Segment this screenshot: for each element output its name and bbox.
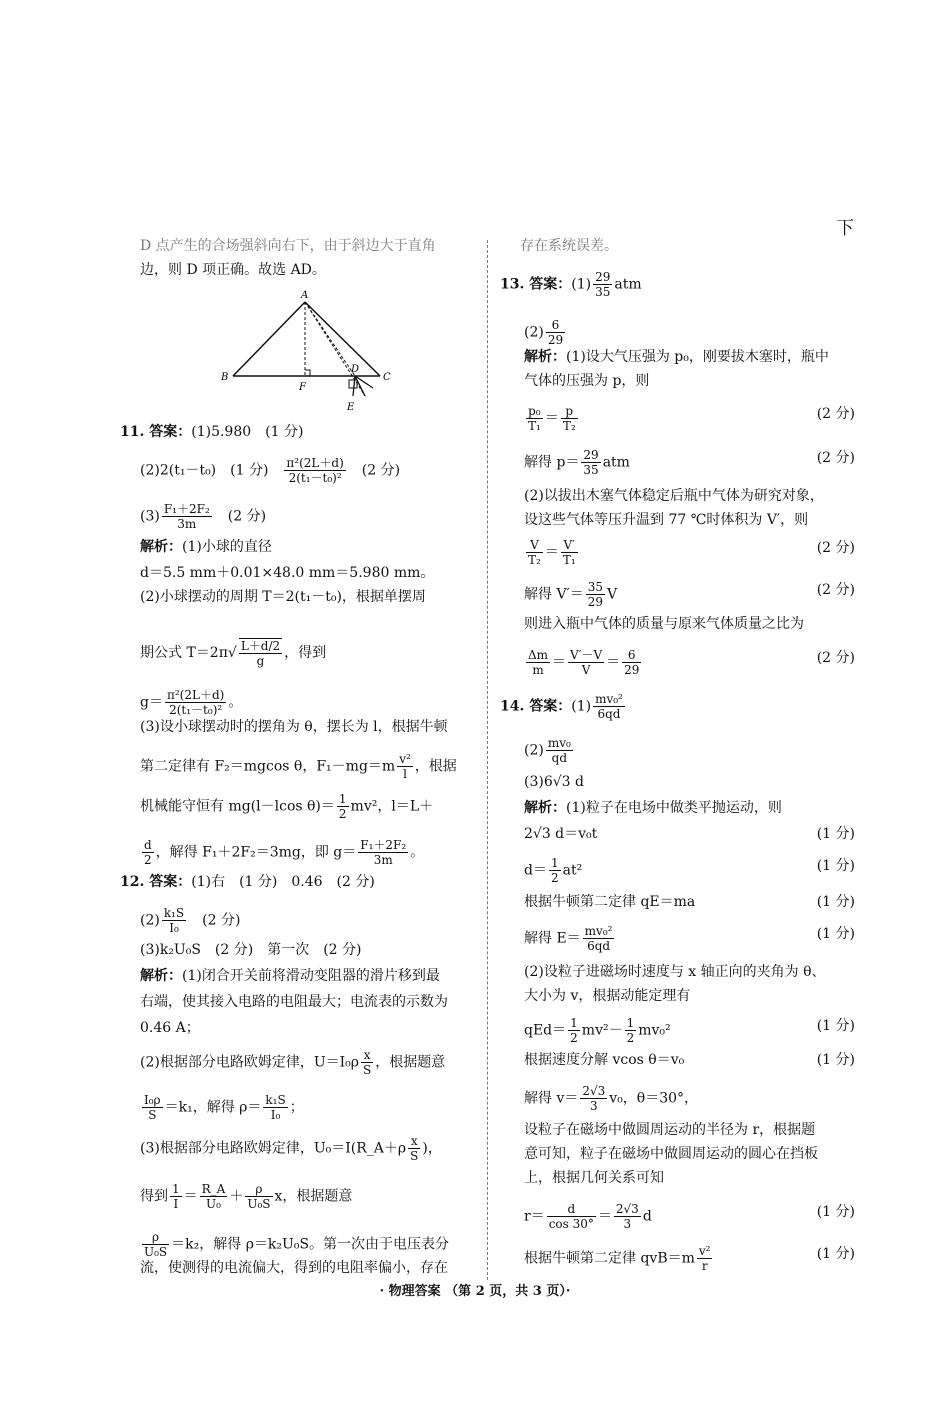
q14-analysis-6: 上，根据几何关系可知 [524, 1170, 664, 1186]
q14-eq-7: 解得 v＝ $\frac{2√3}{3}$ v₀，θ＝30°， [524, 1084, 699, 1113]
q14-answer-1: 14. 答案：(1) $\frac{\text{mv₀²}}{6qd}$ [500, 692, 623, 721]
column-divider [487, 240, 488, 1280]
q12-analysis-4: (2)根据部分电路欧姆定律，U＝I₀ρ $\frac{x}{S}$ ，根据题意 [140, 1048, 446, 1077]
q11-analysis-5: g＝ $\frac{\text{π²(2L＋d)}}{\text{2(t₁－t₀)²}}$ 。 [140, 688, 243, 717]
text-line: 边，则 D 项正确。故选 AD。 [140, 262, 326, 278]
corner-mark: 下 [836, 218, 854, 239]
q13-analysis-4: 设这些气体等压升温到 77 ℃时体积为 V′，则 [524, 512, 809, 528]
q13-eq-3: $\frac{V}{\text{T₂}}$ ＝ $\frac{V'}{\text{T₁}}$ (2 分) [528, 538, 855, 567]
q12-answer-1: 12. 答案：(1)右 (1 分) 0.46 (2 分) [120, 874, 375, 890]
page-footer: · 物理答案 （第 2 页，共 3 页）· [379, 1284, 571, 1299]
cut-line: D 点产生的合场强斜向右下，由于斜边大于直角 [140, 238, 436, 254]
label-f: F [299, 382, 306, 393]
q14-analysis-5: 意可知，粒子在磁场中做圆周运动的圆心在挡板 [524, 1146, 818, 1162]
q11-analysis-1: 解析：(1)小球的直径 [140, 539, 272, 555]
label-e: E [347, 402, 355, 413]
q13-eq-5: $\frac{\Delta m}{m}$ ＝ $\frac{V'-V}{V}$ ＝ $\frac{6}{29}$ (2 分) [528, 648, 855, 677]
q12-answer-3: (3)k₂U₀S (2 分) 第一次 (2 分) [140, 942, 362, 958]
q11-analysis-8: 机械能守恒有 mg(l－lcos θ)＝ $\frac{1}{2}$ mv²，l＝L＋ [140, 792, 434, 821]
q12-analysis-5: $\frac{\text{I₀ρ}}{S}$ ＝k₁，解得 ρ＝ $\frac{\text{k₁S}}{\text{I₀}}$ ； [144, 1093, 304, 1122]
q14-analysis-2: (2)设粒子进磁场时速度与 x 轴正向的夹角为 θ、 [524, 964, 826, 980]
q14-eq-4: 解得 E＝ $\frac{\text{mv₀²}}{6qd}$ (1 分) [524, 924, 855, 953]
q12-analysis-8: $\frac{\rho}{\text{U₀S}}$ ＝k₂，解得 ρ＝k₂U₀S。第一次由于电压表分 [144, 1230, 450, 1259]
q11-analysis-4: 期公式 T＝2π√ $\frac{L+d/2}{g}$ ，得到 [140, 639, 327, 668]
q11-analysis-3: (2)小球摆动的周期 T＝2(t₁－t₀)，根据单摆周 [140, 589, 426, 605]
q13-eq-1: $\frac{\text{p₀}}{\text{T₁}}$ ＝ $\frac{p}{\text{T₂}}$ (2 分) [528, 404, 855, 433]
q11-answer-1: 11. 答案：(1)5.980 (1 分) [120, 424, 304, 440]
label-a: A [301, 290, 309, 301]
q11-answer-2: (2)2(t₁－t₀) (1 分) $\frac{\text{π²(2L＋d)}}{\text{2(t₁－t₀)²}}$ (2 分) [140, 456, 401, 485]
q14-answer-2: (2) $\frac{\text{mv₀}}{qd}$ [524, 736, 571, 765]
q13-answer-1: 13. 答案：(1) $\frac{29}{35}$ atm [500, 270, 642, 299]
label-d: D [351, 364, 360, 375]
q12-answer-2: (2) $\frac{\text{k₁S}}{\text{I₀}}$ (2 分) [140, 906, 241, 935]
q14-eq-5: qEd＝ $\frac{1}{2}$ mv²－ $\frac{1}{2}$ mv₀² (1 分) [524, 1016, 855, 1045]
q13-analysis-1: 解析：(1)设大气压强为 p₀，刚要拔木塞时，瓶中 [524, 349, 829, 365]
q12-analysis-3: 0.46 A； [140, 1020, 200, 1036]
triangle-diagram [215, 288, 395, 418]
cut-line: 存在系统误差。 [520, 238, 618, 254]
label-c: C [383, 372, 391, 383]
q12-analysis-2: 右端，使其接入电路的电阻最大；电流表的示数为 [140, 994, 448, 1010]
q14-eq-9: 根据牛顿第二定律 qvB＝m $\frac{\text{v²}}{r}$ (1 分) [524, 1244, 855, 1273]
q14-eq-6: 根据速度分解 vcos θ＝v₀ (1 分) [524, 1052, 855, 1068]
q13-analysis-2: 气体的压强为 p，则 [524, 373, 650, 389]
q11-analysis-2: d＝5.5 mm＋0.01×48.0 mm＝5.980 mm。 [140, 565, 435, 581]
label-b: B [221, 372, 229, 383]
q11-analysis-7: 第二定律有 F₂＝mgcos θ，F₁－mg＝m $\frac{\text{v²}}{l}$ ，根据 [140, 752, 457, 781]
q14-analysis-3: 大小为 v，根据动能定理有 [524, 988, 691, 1004]
q14-answer-3: (3)6√3 d [524, 774, 584, 790]
q14-eq-8: r＝ $\frac{d}{\cos 30^\circ}$ ＝ $\frac{2√3}{3}$ d (1 分) [524, 1202, 855, 1231]
q14-analysis-1: 解析：(1)粒子在电场中做类平抛运动，则 [524, 800, 782, 816]
q14-eq-3: 根据牛顿第二定律 qE＝ma (1 分) [524, 894, 855, 910]
q14-eq-1: 2√3 d＝v₀t (1 分) [524, 826, 855, 842]
q11-analysis-9: $\frac{d}{2}$ ，解得 F₁＋2F₂＝3mg，即 g＝ $\frac{\text{F₁＋2F₂}}{3m}$ 。 [144, 838, 425, 867]
q12-analysis-1: 解析：(1)闭合开关前将滑动变阻器的滑片移到最 [140, 968, 440, 984]
q13-answer-2: (2) $\frac{6}{29}$ [524, 318, 564, 347]
q11-answer-3: (3) $\frac{\text{F₁＋2F₂}}{3m}$ (2 分) [140, 502, 267, 531]
q13-eq-2: 解得 p＝ $\frac{29}{35}$ atm (2 分) [524, 448, 855, 477]
q14-analysis-4: 设粒子在磁场中做圆周运动的半径为 r，根据题 [524, 1122, 816, 1138]
q13-analysis-3: (2)以拔出木塞气体稳定后瓶中气体为研究对象， [524, 488, 824, 504]
q12-analysis-6: (3)根据部分电路欧姆定律，U₀＝I(R_A＋ρ $\frac{x}{S}$ )， [140, 1134, 442, 1163]
q13-analysis-5: 则进入瓶中气体的质量与原来气体质量之比为 [524, 616, 804, 632]
q13-eq-4: 解得 V′＝ $\frac{35}{29}$ V (2 分) [524, 580, 855, 609]
q12-analysis-7: 得到 $\frac{1}{I}$ ＝ $\frac{R\_A}{\text{U₀}}$ ＋ $\frac{\rho}{\text{U₀S}}$ x，根据题意 [140, 1182, 353, 1211]
q11-analysis-6: (3)设小球摆动时的摆角为 θ，摆长为 l，根据牛顿 [140, 719, 448, 735]
q14-eq-2: d＝ $\frac{1}{2}$ at² (1 分) [524, 856, 855, 885]
q12-analysis-9: 流，使测得的电流偏大，得到的电阻率偏小，存在 [140, 1260, 448, 1276]
